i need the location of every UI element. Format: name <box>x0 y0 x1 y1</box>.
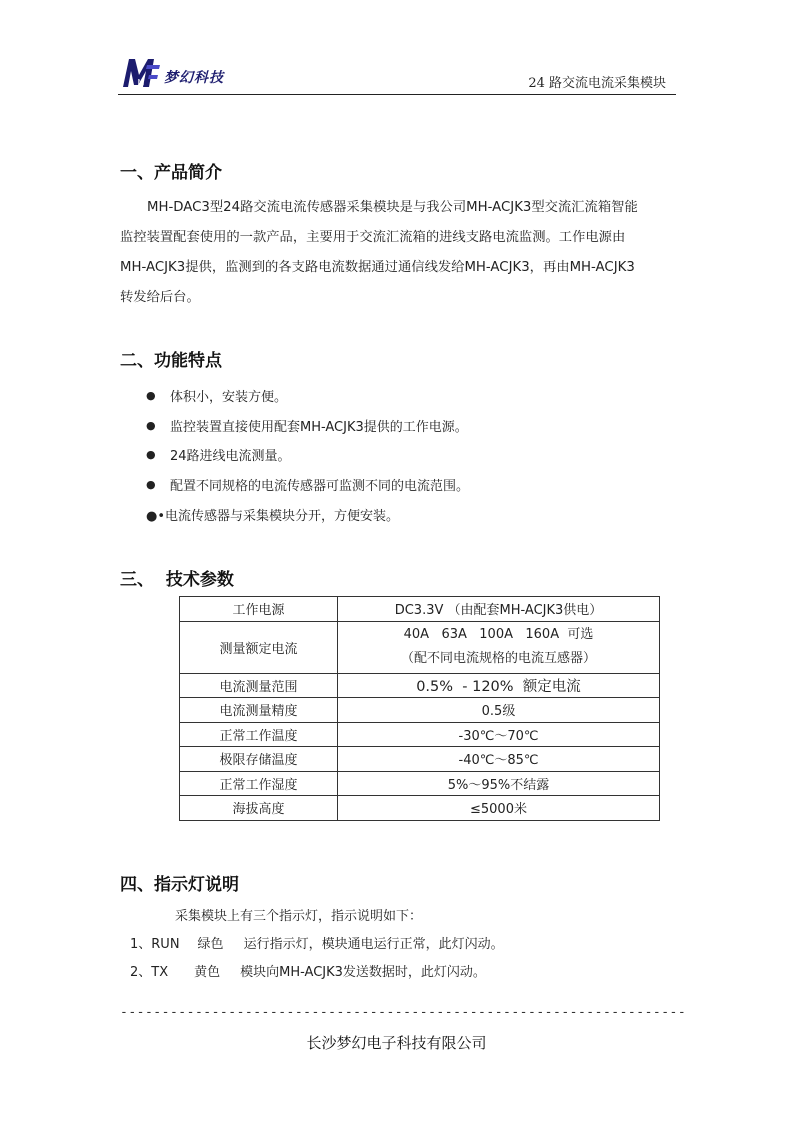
indicator-item-tx <box>120 959 680 987</box>
spec-label: 测量额定电流 <box>180 621 338 673</box>
table-row <box>180 722 660 747</box>
paragraph-line: 转发给后台。 <box>120 290 200 305</box>
indicator-name: 1、RUN <box>130 937 180 952</box>
spec-label: 海拔高度 <box>180 796 338 821</box>
paragraph-line: MH-DAC3型24路交流电流传感器采集模块是与我公司MH-ACJK3型交流汇流箱智能 <box>147 200 638 215</box>
spec-value: 40A 63A 100A 160A 可选 <box>403 627 594 642</box>
feature-text: 监控装置直接使用配套MH-ACJK3提供的工作电源。 <box>170 419 468 435</box>
spec-label: 工作电源 <box>180 597 338 622</box>
logo-letter: M <box>137 78 145 87</box>
spec-value: -40℃～85℃ <box>338 747 660 772</box>
table-row <box>180 747 660 772</box>
list-item <box>146 470 666 500</box>
document-title: 24 路交流电流采集模块 <box>528 76 666 91</box>
list-item <box>146 381 666 411</box>
spec-value: 5%～95%不结露 <box>338 771 660 796</box>
feature-text: 体积小，安装方便。 <box>170 390 288 406</box>
paragraph-line: 监控装置配套使用的一款产品，主要用于交流汇流箱的进线支路电流监测。工作电源由 <box>120 230 626 245</box>
bullet-icon: ● <box>146 478 156 492</box>
table-row <box>180 771 660 796</box>
feature-list <box>146 381 666 529</box>
company-name: 长沙梦幻电子科技有限公司 <box>306 1034 487 1052</box>
table-row <box>180 597 660 622</box>
spec-label: 极限存储温度 <box>180 747 338 772</box>
spec-label: 电流测量范围 <box>180 673 338 698</box>
spec-value: ≤5000米 <box>338 796 660 821</box>
indicator-color: 黄色 <box>194 965 221 980</box>
list-item <box>146 499 666 529</box>
indicator-item-run <box>120 931 680 959</box>
logo-m-icon <box>120 55 162 89</box>
spec-value: 0.5级 <box>338 698 660 723</box>
feature-text: 配置不同规格的电流传感器可监测不同的电流范围。 <box>170 479 470 495</box>
bullet-icon: ● <box>146 389 156 403</box>
list-item <box>146 411 666 441</box>
spec-value: -30℃～70℃ <box>338 722 660 747</box>
footer-divider: -------------------------------------------------------------------- <box>120 1005 687 1020</box>
page-header <box>118 54 676 95</box>
bullet-icon: ● <box>146 418 156 432</box>
spec-value-note: （配不同电流规格的电流互感器） <box>400 651 596 666</box>
heading-text: 三、 技术参数 <box>120 570 234 590</box>
section-heading-features: 二、功能特点 <box>120 351 222 371</box>
feature-text: 24路进线电流测量。 <box>170 449 291 465</box>
spec-value-cell <box>338 621 660 673</box>
company-logo <box>120 54 224 90</box>
bullet-icon: ● <box>146 448 156 462</box>
indicator-desc: 模块向MH-ACJK3发送数据时，此灯闪动。 <box>240 965 486 980</box>
spec-label: 电流测量精度 <box>180 698 338 723</box>
paragraph-line: MH-ACJK3提供，监测到的各支路电流数据通过通信线发给MH-ACJK3，再由MH-ACJK3 <box>120 260 635 275</box>
section-heading-specs <box>120 565 234 590</box>
table-row <box>180 796 660 821</box>
spec-value: DC3.3V （由配套MH-ACJK3供电） <box>338 597 660 622</box>
spec-label: 正常工作温度 <box>180 722 338 747</box>
indicator-description <box>120 903 680 987</box>
indicator-desc: 运行指示灯，模块通电运行正常，此灯闪动。 <box>243 937 504 952</box>
table-row <box>180 698 660 723</box>
intro-paragraph <box>120 193 680 313</box>
indicator-intro: 采集模块上有三个指示灯，指示说明如下： <box>175 909 423 924</box>
table-row <box>180 673 660 698</box>
spec-table <box>179 596 660 821</box>
section-heading-indicators: 四、指示灯说明 <box>120 875 239 895</box>
logo-text: 梦幻科技 <box>164 70 224 86</box>
feature-text: ●•电流传感器与采集模块分开，方便安装。 <box>146 508 400 524</box>
indicator-color: 绿色 <box>197 937 224 952</box>
list-item <box>146 440 666 470</box>
spec-value: 0.5% - 120% 额定电流 <box>338 673 660 698</box>
spec-label: 正常工作湿度 <box>180 771 338 796</box>
table-row <box>180 621 660 673</box>
section-heading-intro: 一、产品简介 <box>120 163 222 183</box>
indicator-name: 2、TX <box>130 965 169 980</box>
